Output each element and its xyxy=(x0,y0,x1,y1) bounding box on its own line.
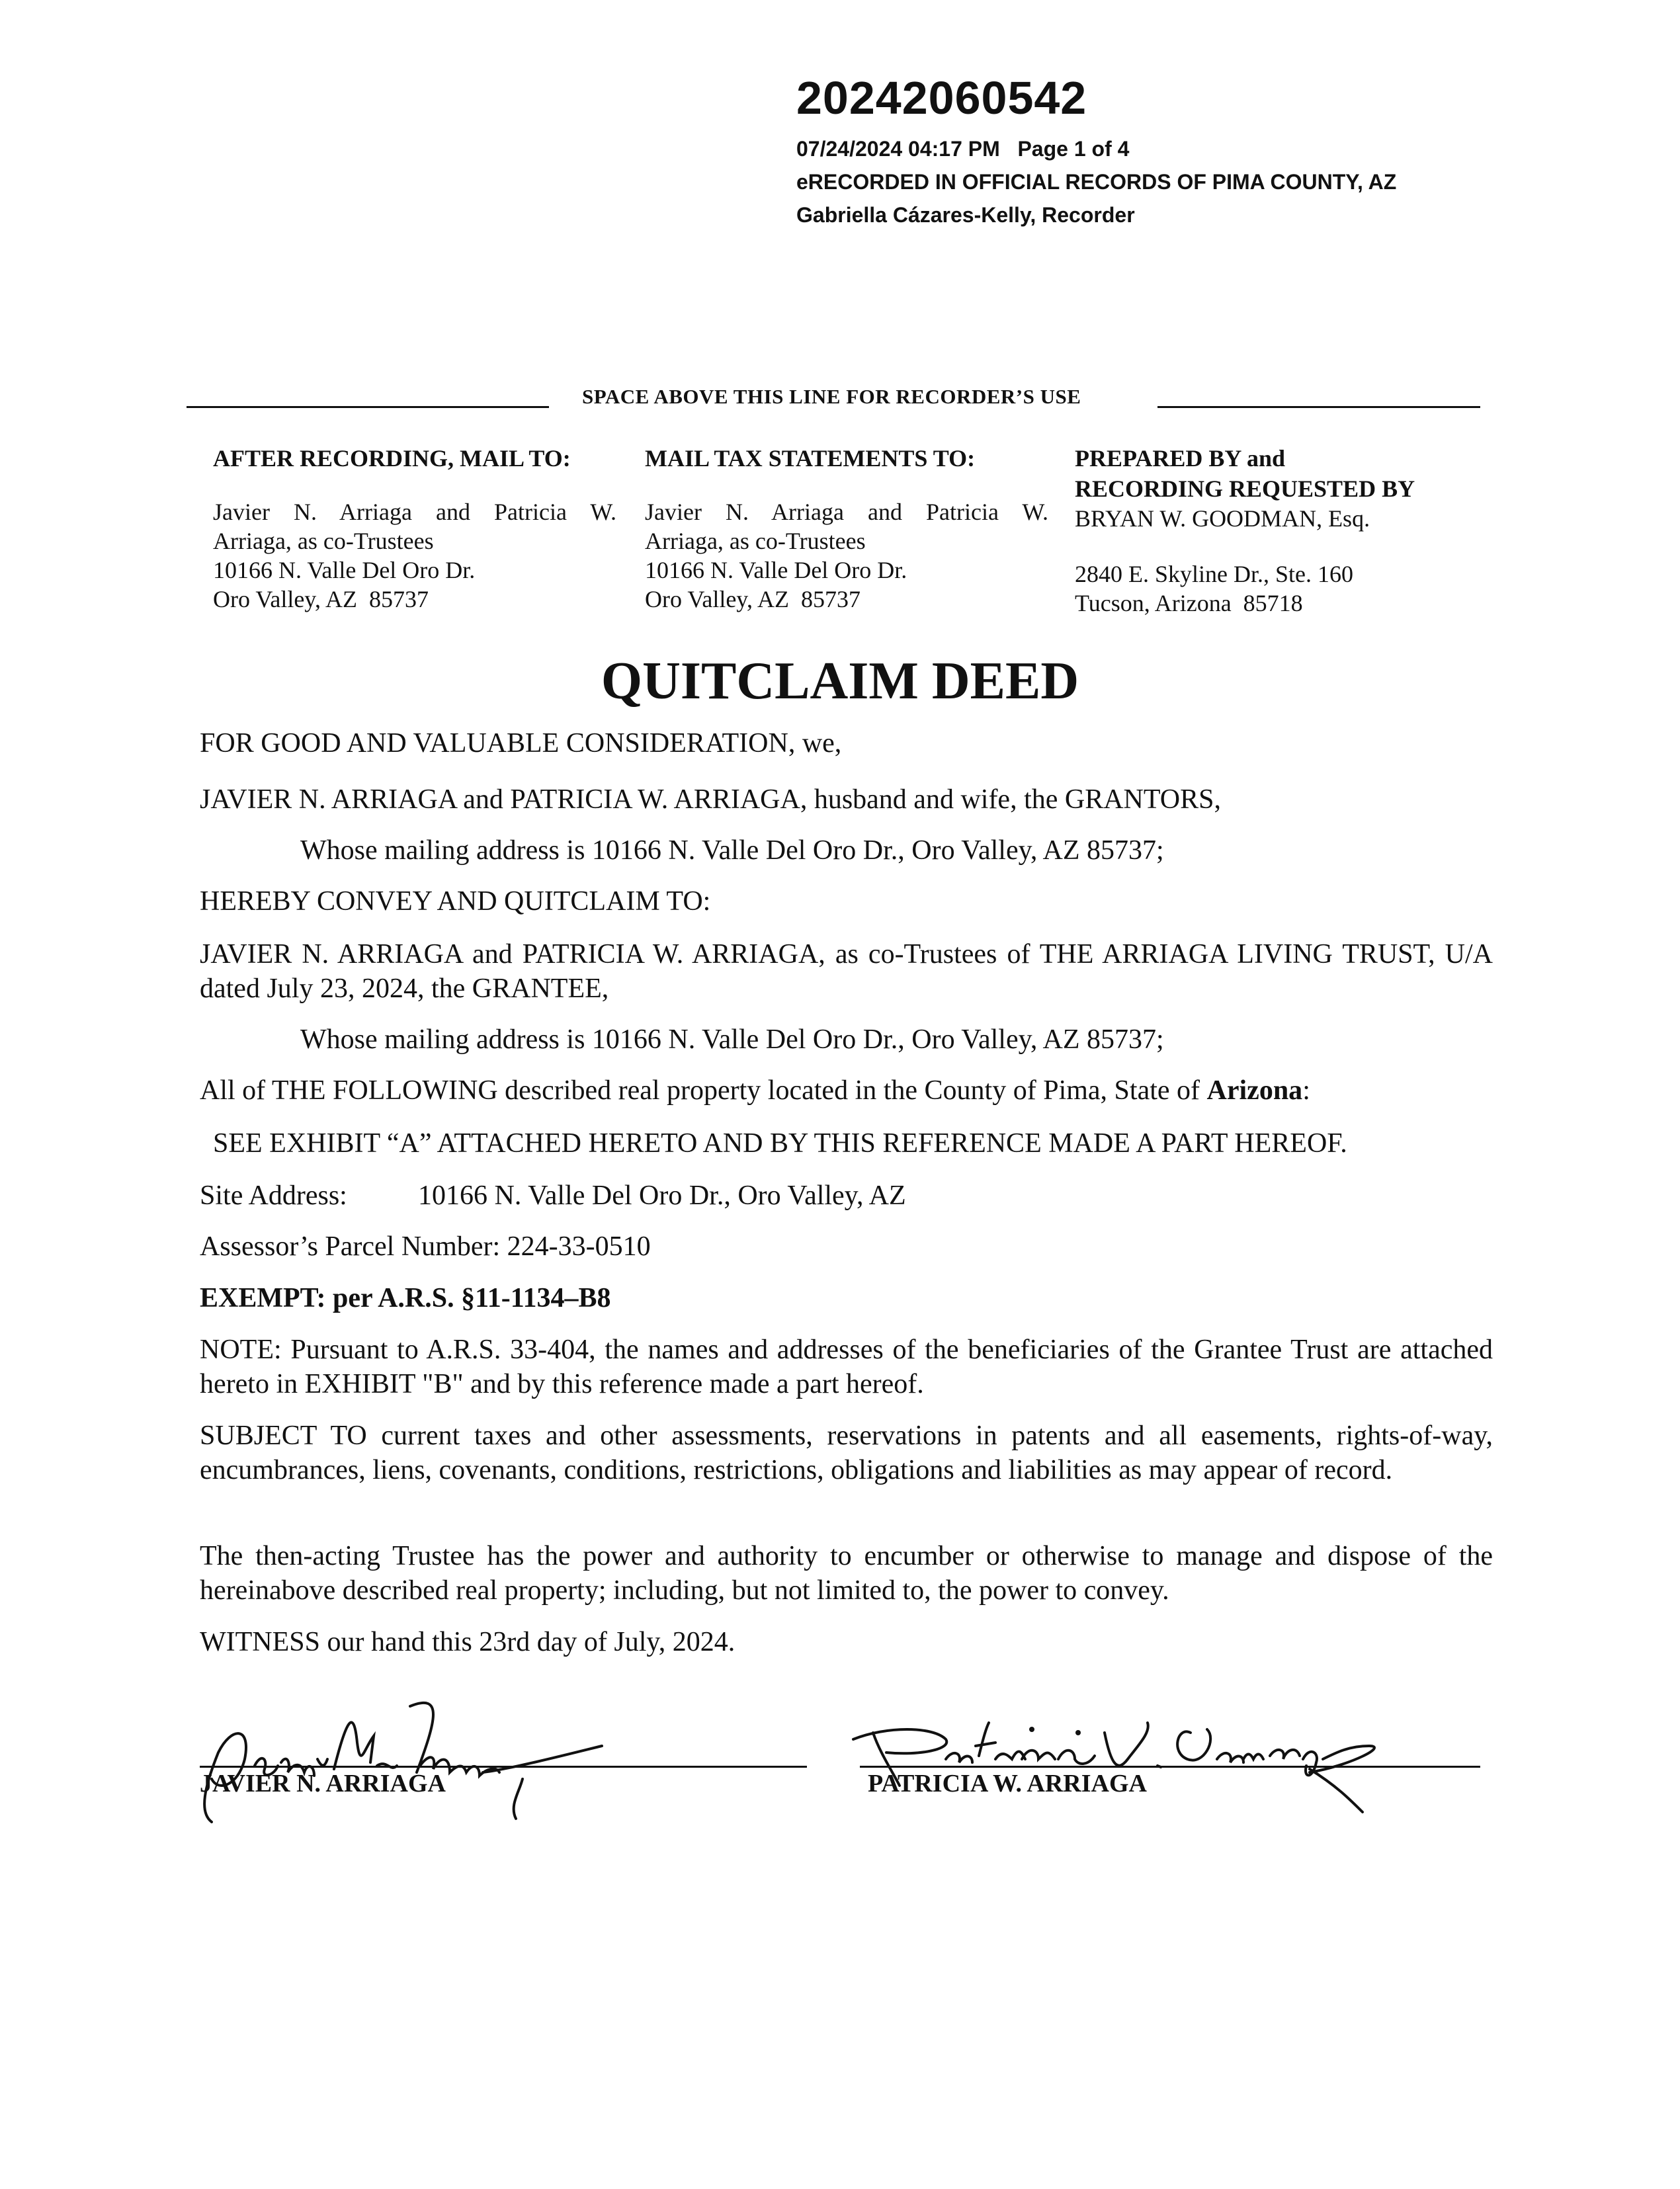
tax-statements-line: Oro Valley, AZ 85737 xyxy=(645,586,861,612)
trustee-power-paragraph: The then-acting Trustee has the power and authority to encumber or otherwise to manage and dispose of the hereinabove described real property; including, but not limited to, the power to convey. xyxy=(200,1541,1493,1606)
mail-to-line: Arriaga, as co-Trustees xyxy=(213,528,434,554)
parcel-number: Assessor’s Parcel Number: 224-33-0510 xyxy=(200,1231,651,1262)
property-text: All of THE FOLLOWING described real property located in the County of Pima, State of xyxy=(200,1075,1207,1106)
mail-to-heading: AFTER RECORDING, MAIL TO: xyxy=(213,445,571,472)
property-colon: : xyxy=(1302,1075,1310,1106)
javier-signature xyxy=(192,1680,655,1825)
grantee-address: Whose mailing address is 10166 N. Valle Del Oro Dr., Oro Valley, AZ 85737; xyxy=(300,1024,1164,1055)
tax-statements-line: Arriaga, as co-Trustees xyxy=(645,528,866,554)
property-state: Arizona xyxy=(1206,1075,1303,1106)
witness-line: WITNESS our hand this 23rd day of July, 2024. xyxy=(200,1627,735,1657)
preparer-address-line: 2840 E. Skyline Dr., Ste. 160 xyxy=(1075,561,1353,587)
preparer-name: BRYAN W. GOODMAN, Esq. xyxy=(1075,505,1370,532)
patricia-signature xyxy=(847,1693,1442,1838)
recorder-name-line: Gabriella Cázares-Kelly, Recorder xyxy=(796,203,1135,227)
recorder-line-right xyxy=(1157,406,1480,408)
prepared-by-block xyxy=(1075,443,1485,618)
recording-date-line: 07/24/2024 04:17 PM Page 1 of 4 xyxy=(796,137,1130,161)
recording-requested-heading: RECORDING REQUESTED BY xyxy=(1075,475,1415,502)
tax-statements-line: 10166 N. Valle Del Oro Dr. xyxy=(645,557,907,583)
exhibit-a-reference: SEE EXHIBIT “A” ATTACHED HERETO AND BY THIS REFERENCE MADE A PART HEREOF. xyxy=(213,1128,1347,1159)
signer-name-left: JAVIER N. ARRIAGA xyxy=(200,1770,446,1797)
mail-to-block xyxy=(213,443,616,614)
grantor-address: Whose mailing address is 10166 N. Valle Del Oro Dr., Oro Valley, AZ 85737; xyxy=(300,835,1164,866)
site-address-value: 10166 N. Valle Del Oro Dr., Oro Valley, AZ xyxy=(418,1180,906,1211)
site-address-label: Site Address: xyxy=(200,1180,347,1211)
prepared-by-heading: PREPARED BY and xyxy=(1075,445,1286,472)
tax-statements-line: Javier N. Arriaga and Patricia W. xyxy=(645,499,1048,525)
recording-number: 20242060542 xyxy=(796,72,1087,124)
deed-title: QUITCLAIM DEED xyxy=(601,652,1079,710)
subject-to-paragraph: SUBJECT TO current taxes and other assessments, reservations in patents and all easements, rights-of-way, encumbrances, liens, covenants, conditions, restrictions, obligations and liabilities as may appear of record. xyxy=(200,1421,1493,1485)
property-paragraph xyxy=(200,1073,1310,1108)
mail-to-line: Oro Valley, AZ 85737 xyxy=(213,586,429,612)
signer-name-right: PATRICIA W. ARRIAGA xyxy=(868,1770,1147,1797)
tax-statements-block xyxy=(645,443,1048,614)
tax-statements-heading: MAIL TAX STATEMENTS TO: xyxy=(645,445,976,472)
grantee-paragraph: JAVIER N. ARRIAGA and PATRICIA W. ARRIAGA, as co-Trustees of THE ARRIAGA LIVING TRUST, U/A dated July 23, 2024, the GRANTEE, xyxy=(200,939,1493,1004)
mail-to-line: Javier N. Arriaga and Patricia W. xyxy=(213,499,616,525)
recorder-line-left xyxy=(187,406,549,408)
site-address-row xyxy=(200,1178,906,1213)
preparer-address-line: Tucson, Arizona 85718 xyxy=(1075,590,1303,616)
exempt-statement: EXEMPT: per A.R.S. §11-1134–B8 xyxy=(200,1283,611,1313)
recording-office-line: eRECORDED IN OFFICIAL RECORDS OF PIMA COUNTY, AZ xyxy=(796,170,1397,194)
note-paragraph: NOTE: Pursuant to A.R.S. 33-404, the names and addresses of the beneficiaries of the Grantee Trust are attached hereto in EXHIBIT "B" and by this reference made a part hereof. xyxy=(200,1335,1493,1399)
mail-to-line: 10166 N. Valle Del Oro Dr. xyxy=(213,557,476,583)
grantors-paragraph: JAVIER N. ARRIAGA and PATRICIA W. ARRIAGA, husband and wife, the GRANTORS, xyxy=(200,784,1221,815)
recorder-space-label: SPACE ABOVE THIS LINE FOR RECORDER’S USE xyxy=(582,385,1081,408)
convey-paragraph: HEREBY CONVEY AND QUITCLAIM TO: xyxy=(200,886,711,917)
consideration-paragraph: FOR GOOD AND VALUABLE CONSIDERATION, we, xyxy=(200,728,842,759)
